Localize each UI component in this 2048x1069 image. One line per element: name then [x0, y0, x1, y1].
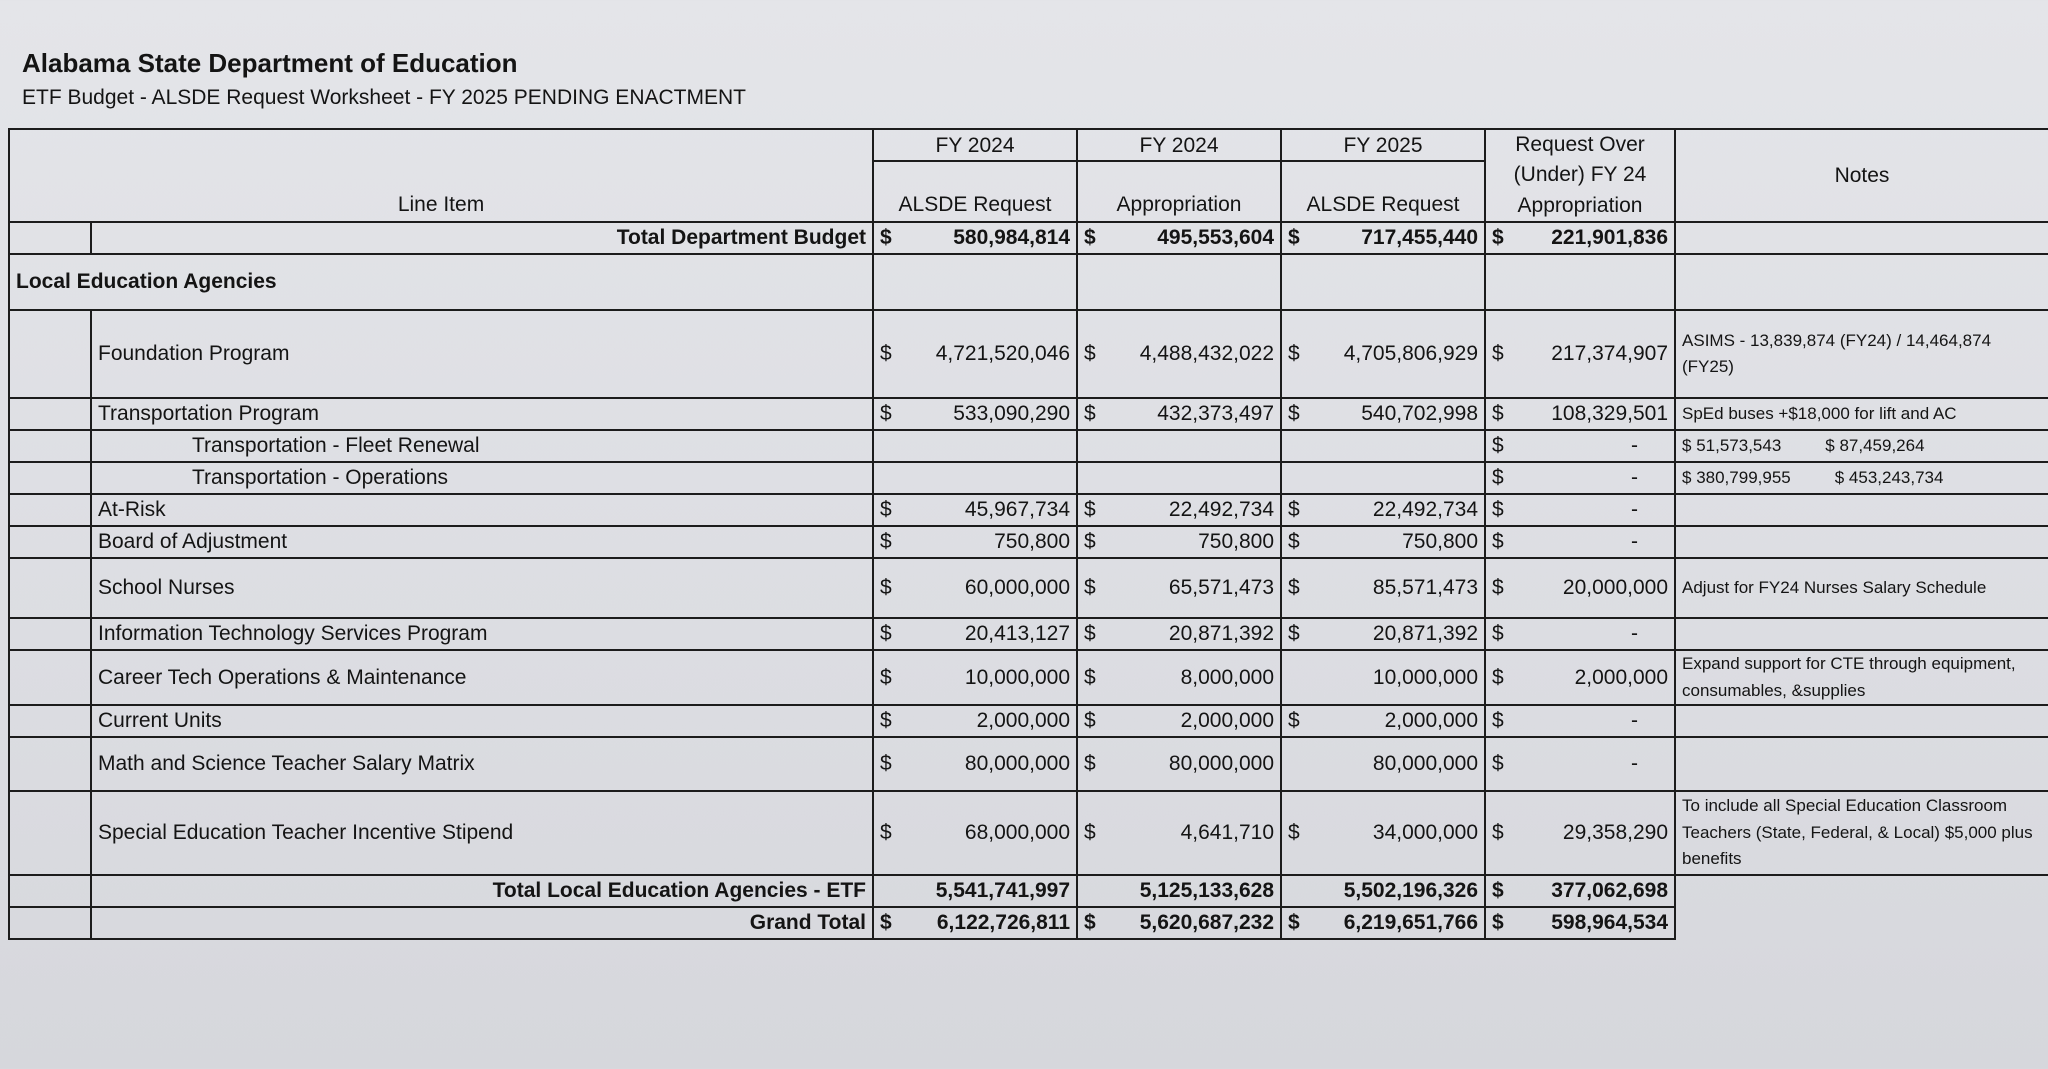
row-label: Career Tech Operations & Maintenance — [91, 650, 873, 705]
budget-table — [8, 128, 2048, 940]
page-subtitle: ETF Budget - ALSDE Request Worksheet - FY 2025 PENDING ENACTMENT — [22, 86, 746, 109]
row-label: At-Risk — [91, 494, 873, 526]
row-label: Foundation Program — [91, 310, 873, 398]
table-row: Board of Adjustment $ 750,800 $ 750,800 $ 750,800 $ - — [9, 526, 2048, 558]
table-row: Career Tech Operations & Maintenance $ 10,000,000 $ 8,000,000 10,000,000 $ 2,000,000 Expand support for CTE through equipment, consumables, &supplies — [9, 650, 2048, 705]
col-header-c3-year: FY 2025 — [1281, 129, 1485, 161]
row-label: Board of Adjustment — [91, 526, 873, 558]
row-label: Transportation - Operations — [91, 462, 873, 494]
grand-total-row: Grand Total $ 6,122,726,811 $ 5,620,687,232 $ 6,219,651,766 $ 598,964,534 — [9, 907, 2048, 939]
col-header-c2-type: Appropriation — [1077, 161, 1281, 222]
col-header-line-item: Line Item — [9, 129, 873, 222]
page-title: Alabama State Department of Education — [22, 48, 518, 78]
table-row: At-Risk $ 45,967,734 $ 22,492,734 $ 22,492,734 $ - — [9, 494, 2048, 526]
table-row: Transportation - Fleet Renewal $ - $ 51,573,543 $ 87,459,264 — [9, 430, 2048, 462]
total-department-label: Total Department Budget — [91, 222, 873, 254]
table-row: School Nurses $ 60,000,000 $ 65,571,473 $ 85,571,473 $ 20,000,000 Adjust for FY24 Nurses Salary Schedule — [9, 558, 2048, 618]
row-note: $ 380,799,955 $ 453,243,734 — [1675, 462, 2048, 494]
col-header-c2-year: FY 2024 — [1077, 129, 1281, 161]
row-label: School Nurses — [91, 558, 873, 618]
table-row: Math and Science Teacher Salary Matrix $ 80,000,000 $ 80,000,000 80,000,000 $ - — [9, 737, 2048, 791]
row-note: Adjust for FY24 Nurses Salary Schedule — [1675, 558, 2048, 618]
section-heading: Local Education Agencies — [9, 254, 873, 310]
total-lea-row: Total Local Education Agencies - ETF 5,541,741,997 5,125,133,628 5,502,196,326 $ 377,062,698 — [9, 875, 2048, 907]
col-header-c1-type: ALSDE Request — [873, 161, 1077, 222]
col-header-c3-type: ALSDE Request — [1281, 161, 1485, 222]
row-label: Transportation Program — [91, 398, 873, 430]
row-label: Math and Science Teacher Salary Matrix — [91, 737, 873, 791]
total-department-row: Total Department Budget $ 580,984,814 $ 495,553,604 $ 717,455,440 $ 221,901,836 — [9, 222, 2048, 254]
row-label: Current Units — [91, 705, 873, 737]
table-row: Transportation Program $ 533,090,290 $ 432,373,497 $ 540,702,998 $ 108,329,501 SpEd buses +$18,000 for lift and AC — [9, 398, 2048, 430]
row-label: Transportation - Fleet Renewal — [91, 430, 873, 462]
table-row: Special Education Teacher Incentive Stipend $ 68,000,000 $ 4,641,710 $ 34,000,000 $ 29,358,290 To include all Special Education Classroom Teachers (State, Federal, & Local) $5,000 plus benefits — [9, 791, 2048, 875]
table-row: Transportation - Operations $ - $ 380,799,955 $ 453,243,734 — [9, 462, 2048, 494]
table-row: Information Technology Services Program $ 20,413,127 $ 20,871,392 $ 20,871,392 $ - — [9, 618, 2048, 650]
col-header-variance: Request Over (Under) FY 24 Appropriation — [1485, 129, 1675, 222]
row-note: Expand support for CTE through equipment, consumables, &supplies — [1675, 650, 2048, 705]
row-label: Special Education Teacher Incentive Stipend — [91, 791, 873, 875]
row-note: $ 51,573,543 $ 87,459,264 — [1675, 430, 2048, 462]
table-row: Current Units $ 2,000,000 $ 2,000,000 $ 2,000,000 $ - — [9, 705, 2048, 737]
row-note: ASIMS - 13,839,874 (FY24) / 14,464,874 (FY25) — [1675, 310, 2048, 398]
row-note: To include all Special Education Classroom Teachers (State, Federal, & Local) $5,000 plus benefits — [1675, 791, 2048, 875]
col-header-notes: Notes — [1675, 129, 2048, 222]
total-lea-label: Total Local Education Agencies - ETF — [91, 875, 873, 907]
row-note: SpEd buses +$18,000 for lift and AC — [1675, 398, 2048, 430]
col-header-c1-year: FY 2024 — [873, 129, 1077, 161]
grand-total-label: Grand Total — [91, 907, 873, 939]
table-row: Foundation Program $ 4,721,520,046 $ 4,488,432,022 $ 4,705,806,929 $ 217,374,907 ASIMS - 13,839,874 (FY24) / 14,464,874 (FY25) — [9, 310, 2048, 398]
row-label: Information Technology Services Program — [91, 618, 873, 650]
